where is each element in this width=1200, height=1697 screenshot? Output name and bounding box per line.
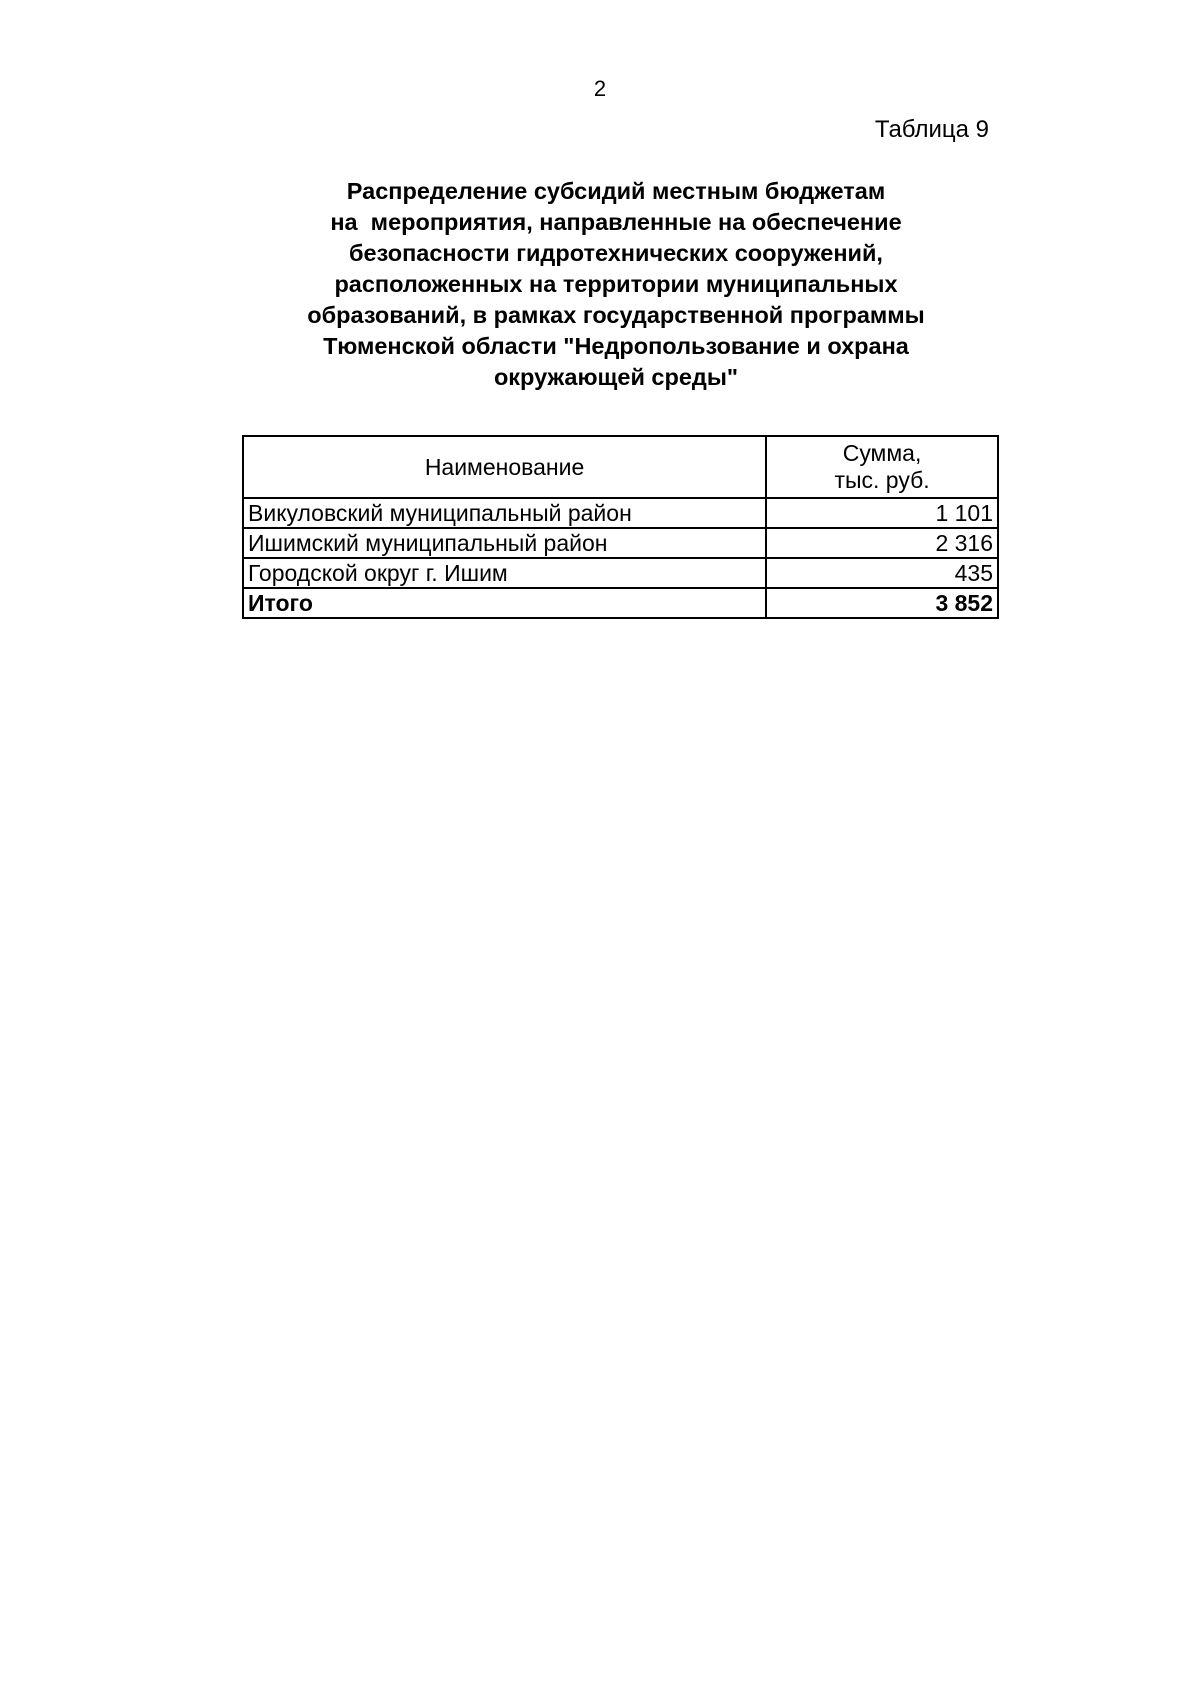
document-title [240, 176, 992, 393]
title-line: Тюменской области "Недропользование и охрана [323, 333, 909, 359]
table-label: Таблица 9 [874, 116, 989, 143]
title-line: Распределение субсидий местным бюджетам [346, 178, 886, 204]
row-sum-cell: 2 316 [766, 528, 998, 558]
column-header-name: Наименование [243, 436, 766, 498]
column-header-sum-line1: Сумма, [842, 440, 922, 466]
table-row [243, 528, 998, 558]
table-row [243, 558, 998, 588]
title-line: на мероприятия, направленные на обеспечение [330, 209, 902, 235]
title-line: расположенных на территории муниципальных [334, 271, 898, 297]
total-name-cell: Итого [243, 588, 766, 618]
row-name-cell: Викуловский муниципальный район [243, 498, 766, 528]
row-name-cell: Ишимский муниципальный район [243, 528, 766, 558]
column-header-sum-line2: тыс. руб. [834, 467, 930, 493]
total-row [243, 588, 998, 618]
row-sum-cell: 1 101 [766, 498, 998, 528]
title-line: безопасности гидротехнических сооружений, [349, 240, 883, 266]
column-header-sum [766, 436, 998, 498]
table-row [243, 498, 998, 528]
subsidy-table [242, 435, 999, 619]
title-line: образований, в рамках государственной программы [307, 302, 925, 328]
total-sum-cell: 3 852 [766, 588, 998, 618]
row-sum-cell: 435 [766, 558, 998, 588]
page-number: 2 [593, 76, 607, 101]
title-line: окружающей среды" [493, 364, 739, 390]
row-name-cell: Городской округ г. Ишим [243, 558, 766, 588]
table-header-row [243, 436, 998, 498]
